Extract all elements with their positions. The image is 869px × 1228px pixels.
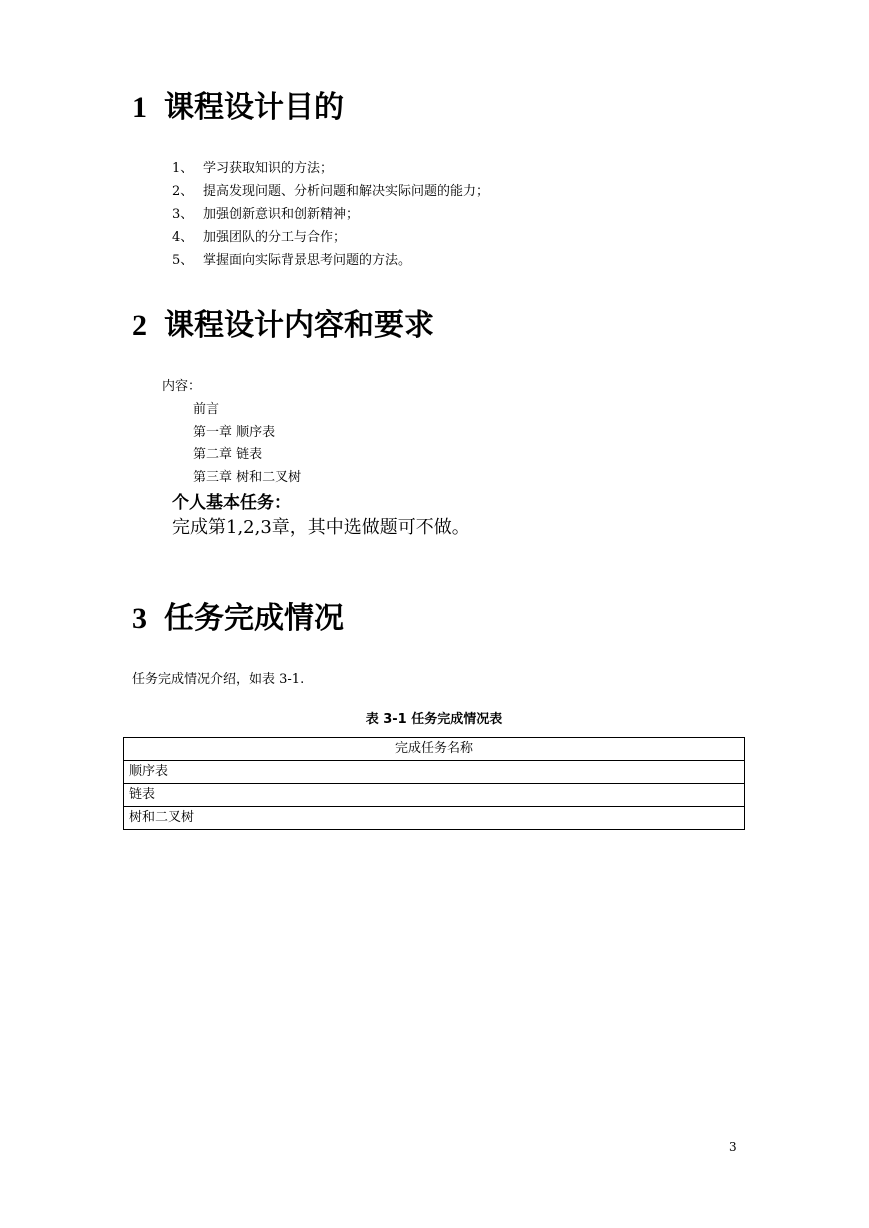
table-header-cell: 完成任务名称 [124, 738, 745, 761]
table-cell: 树和二叉树 [124, 807, 745, 830]
goal-item [172, 206, 359, 224]
table-header-row [124, 738, 745, 761]
goal-text: 掌握面向实际背景思考问题的方法。 [203, 253, 412, 268]
table-row [124, 784, 745, 807]
task-heading: 个人基本任务： [172, 493, 291, 513]
page-number: 3 [729, 1140, 737, 1154]
task-body: 完成第1,2,3章，其中选做题可不做。 [172, 517, 470, 538]
content-item: 前言 [193, 402, 220, 417]
goal-text: 提高发现问题、分析问题和解决实际问题的能力； [203, 184, 490, 199]
section-3-heading [132, 600, 344, 638]
goal-text: 加强创新意识和创新精神； [203, 207, 360, 222]
table-caption: 表 3-1 任务完成情况表 [365, 712, 503, 727]
status-intro: 任务完成情况介绍，如表 3-1. [132, 672, 305, 687]
goal-item [172, 252, 411, 270]
goal-number: 5、 [172, 253, 194, 268]
goal-number: 3、 [172, 207, 194, 222]
section-number: 3 [132, 602, 147, 635]
goal-text: 学习获取知识的方法； [203, 161, 334, 176]
section-1-heading [132, 89, 344, 127]
table-cell: 链表 [124, 784, 745, 807]
section-title: 任务完成情况 [164, 601, 344, 636]
goal-text: 加强团队的分工与合作； [203, 230, 347, 245]
section-number: 1 [132, 91, 147, 124]
content-item: 第二章 链表 [193, 447, 263, 462]
goal-item [172, 229, 346, 247]
table-cell: 顺序表 [124, 761, 745, 784]
goal-number: 4、 [172, 230, 194, 245]
section-2-heading [132, 307, 434, 345]
goal-number: 2、 [172, 184, 194, 199]
table-row [124, 761, 745, 784]
table-row [124, 807, 745, 830]
task-table [123, 737, 745, 830]
goal-number: 1、 [172, 161, 194, 176]
section-number: 2 [132, 309, 147, 342]
content-item: 第一章 顺序表 [193, 425, 276, 440]
section-title: 课程设计内容和要求 [164, 308, 434, 343]
content-label: 内容： [162, 379, 202, 394]
goal-item [172, 183, 489, 201]
goal-item [172, 160, 333, 178]
content-item: 第三章 树和二叉树 [193, 470, 302, 485]
section-title: 课程设计目的 [164, 90, 344, 125]
